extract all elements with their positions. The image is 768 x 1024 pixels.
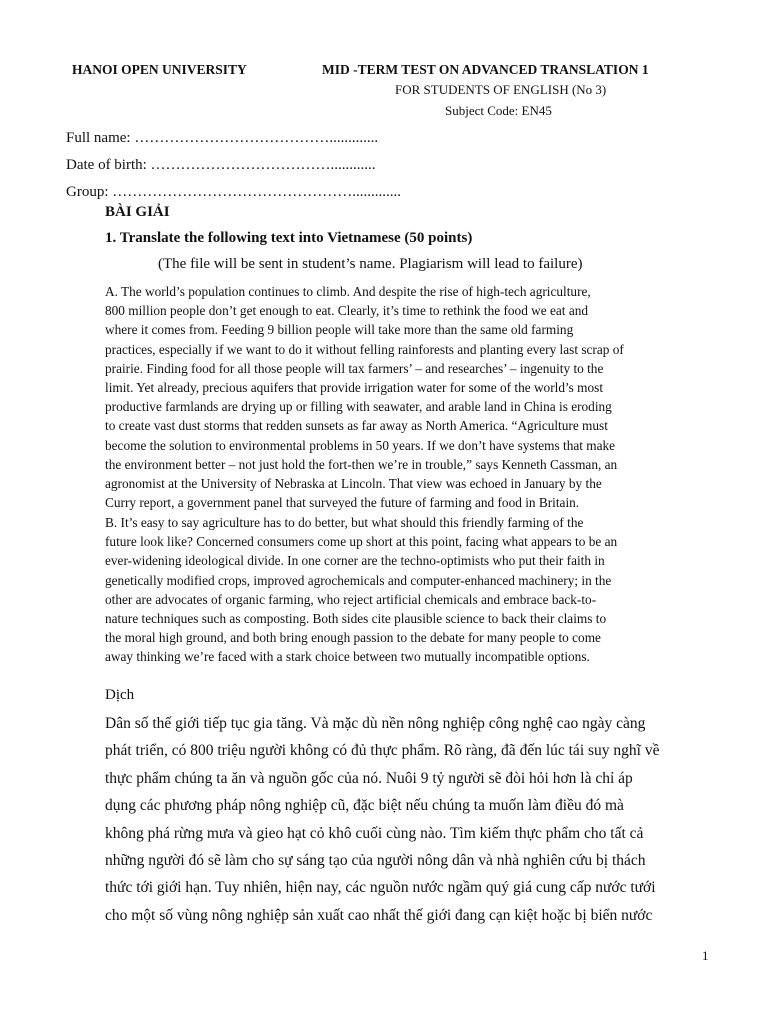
passage-b-line: B. It’s easy to say agriculture has to do better, but what should this friendly farming of the (105, 515, 584, 530)
passage-a-line: productive farmlands are drying up or filling with seawater, and arable land in China is eroding (105, 399, 612, 415)
passage-b (105, 513, 617, 667)
translation-text (105, 710, 659, 929)
passage-a (105, 282, 624, 512)
translation-line: thực phẩm chúng ta ăn và nguồn gốc của nó. Nuôi 9 tỷ người sẽ đòi hỏi hơn là chỉ áp (105, 769, 633, 787)
passage-a-line: become the solution to environmental problems in 50 years. If we don’t have systems that make (105, 437, 616, 453)
passage-a-line: A. The world’s population continues to climb. And despite the rise of high-tech agriculture, (105, 284, 591, 299)
translation-line: dụng các phương pháp nông nghiệp cũ, đặc biệt nếu chúng ta muốn làm điều đó mà (105, 797, 624, 815)
subject-code: Subject Code: EN45 (445, 103, 552, 118)
passage-b-line: ever-widening ideological divide. In one corner are the techno-optimists who put their faith in (105, 553, 605, 569)
passage-b-line: the moral high ground, and both bring enough passion to the debate for many people to come (105, 630, 601, 646)
question-note: (The file will be sent in student’s name. Plagiarism will lead to failure) (158, 256, 583, 272)
passage-a-line: Curry report, a government panel that surveyed the future of farming and food in Britain. (105, 495, 580, 511)
full-name-field: Full name: …………………………………............. (66, 130, 379, 146)
passage-a-line: 800 million people don’t get enough to eat. Clearly, it’s time to rethink the food we eat and (105, 303, 589, 319)
passage-b-line: future look like? Concerned consumers come up short at this point, facing what appears to be an (105, 534, 618, 550)
passage-a-line: agronomist at the University of Nebraska at Lincoln. That view was echoed in January by the (105, 476, 602, 492)
translation-line: những người đó sẽ làm cho sự sáng tạo của người nông dân và nhà nghiên cứu bị thách (105, 852, 646, 870)
passage-a-line: prairie. Finding food for all those people will tax farmers’ – and researches’ – ingenuity to the (105, 360, 604, 376)
date-of-birth-field: Date of birth: ………………………………............ (66, 157, 376, 173)
translation-line: thức tới giới hạn. Tuy nhiên, hiện nay, các nguồn nước ngầm quý giá cung cấp nước tưới (105, 879, 656, 897)
translation-label: Dịch (105, 687, 135, 703)
section-title: BÀI GIẢI (105, 204, 170, 220)
passage-b-line: other are advocates of organic farming, who reject artificial chemicals and embrace back-to- (105, 591, 597, 607)
translation-line: không phá rừng mưa và gieo hạt cỏ khô cuối cùng nào. Tìm kiếm thực phẩm cho tất cả (105, 824, 644, 842)
passage-b-line: nature techniques such as composting. Both sides cite plausible science to back their claims to (105, 611, 607, 627)
test-title: MID -TERM TEST ON ADVANCED TRANSLATION 1 (322, 62, 649, 77)
translation-line: cho một số vùng nông nghiệp sản xuất cao nhất thế giới đang cạn kiệt hoặc bị biển nước (105, 906, 653, 924)
university-name: HANOI OPEN UNIVERSITY (72, 62, 247, 77)
passage-a-line: the environment better – not just hold the fort-then we’re in trouble,” says Kenneth Cassman, an (105, 456, 618, 472)
passage-a-line: where it comes from. Feeding 9 billion people will take more than the same old farming (105, 322, 574, 338)
group-field: Group: …………………………………………............. (66, 184, 401, 200)
passage-a-line: to create vast dust storms that redden sunsets as far away as North America. “Agriculture must (105, 418, 608, 434)
passage-b-line: genetically modified crops, improved agrochemicals and computer-enhanced machinery; in the (105, 572, 612, 588)
page-number: 1 (702, 948, 709, 963)
passage-a-line: limit. Yet already, precious aquifers that provide irrigation water for some of the world’s most (105, 380, 604, 396)
translation-line: Dân số thế giới tiếp tục gia tăng. Và mặc dù nền nông nghiệp công nghệ cao ngày càng (105, 715, 646, 732)
for-students-line: FOR STUDENTS OF ENGLISH (No 3) (395, 82, 607, 97)
passage-a-line: practices, especially if we want to do it without felling rainforests and planting every last scrap of (105, 341, 624, 357)
question-title: 1. Translate the following text into Vietnamese (50 points) (105, 230, 473, 246)
translation-line: phát triển, có 800 triệu người không có đủ thực phẩm. Rõ ràng, đã đến lúc tái suy nghĩ về (105, 742, 660, 760)
passage-b-line: away thinking we’re faced with a stark choice between two mutually incompatible options. (105, 649, 590, 665)
